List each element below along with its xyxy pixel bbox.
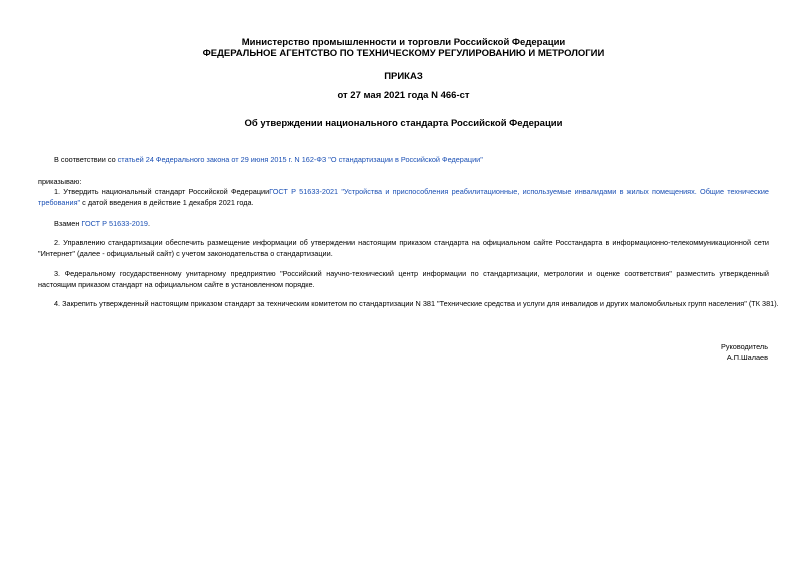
order-word: приказываю: [38,177,82,186]
item-1-suffix: с датой введения в действие 1 декабря 2021 года. [80,197,254,207]
replaces-paragraph [54,219,150,230]
order-subject: Об утверждении национального стандарта Российской Федерации [244,118,563,129]
federal-law-link[interactable]: статьей 24 Федерального закона от 29 июня 2015 г. N 162-ФЗ "О стандартизации в Российской Федерации" [117,155,483,164]
replaces-prefix: Взамен [54,219,82,228]
signature-position: Руководитель [720,342,768,351]
gost-51633-2019-link[interactable]: ГОСТ Р 51633-2019 [81,219,148,228]
item-4-paragraph: 4. Закрепить утвержденный настоящим приказом стандарт за техническим комитетом по стандартизации N 381 "Технические средства и услуги для инвалидов и других маломобильных групп населения" (ТК 381). [54,299,779,308]
signature-name: А.П.Шалаев [726,353,768,362]
item-1-prefix: 1. Утвердить национальный стандарт Российской Федерации [54,187,270,196]
intro-paragraph [54,155,483,166]
ministry-heading: Министерство промышленности и торговли Российской Федерации [241,37,566,48]
gost-51633-2021-link[interactable]: ГОСТ Р 51633-2021 "Устройства и приспособления реабилитационные, используемые инвалидами в жилых помещениях. Общие технические требования" [38,187,769,207]
item-2-paragraph: 2. Управлению стандартизации обеспечить размещение информации об утверждении настоящим приказом стандарта на официальном сайте Росстандарта в информационно-телекоммуникационной сети "Интернет" (далее - официальный сайт) с учетом законодательства о стандартизации. [38,238,769,258]
agency-heading: ФЕДЕРАЛЬНОЕ АГЕНТСТВО ПО ТЕХНИЧЕСКОМУ РЕГУЛИРОВАНИЮ И МЕТРОЛОГИИ [202,48,605,59]
item-3-paragraph: 3. Федеральному государственному унитарному предприятию "Российский научно-технический центр информации по стандартизации, метрологии и оценке соответствия" разместить утвержденный настоящим приказом стандарт на официальном сайте в установленном порядке. [38,269,769,289]
replaces-suffix: . [147,219,151,228]
item-1-paragraph [38,187,769,208]
intro-prefix: В соответствии со [54,155,118,164]
order-title: ПРИКАЗ [384,71,423,82]
order-date: от 27 мая 2021 года N 466-ст [337,90,470,101]
